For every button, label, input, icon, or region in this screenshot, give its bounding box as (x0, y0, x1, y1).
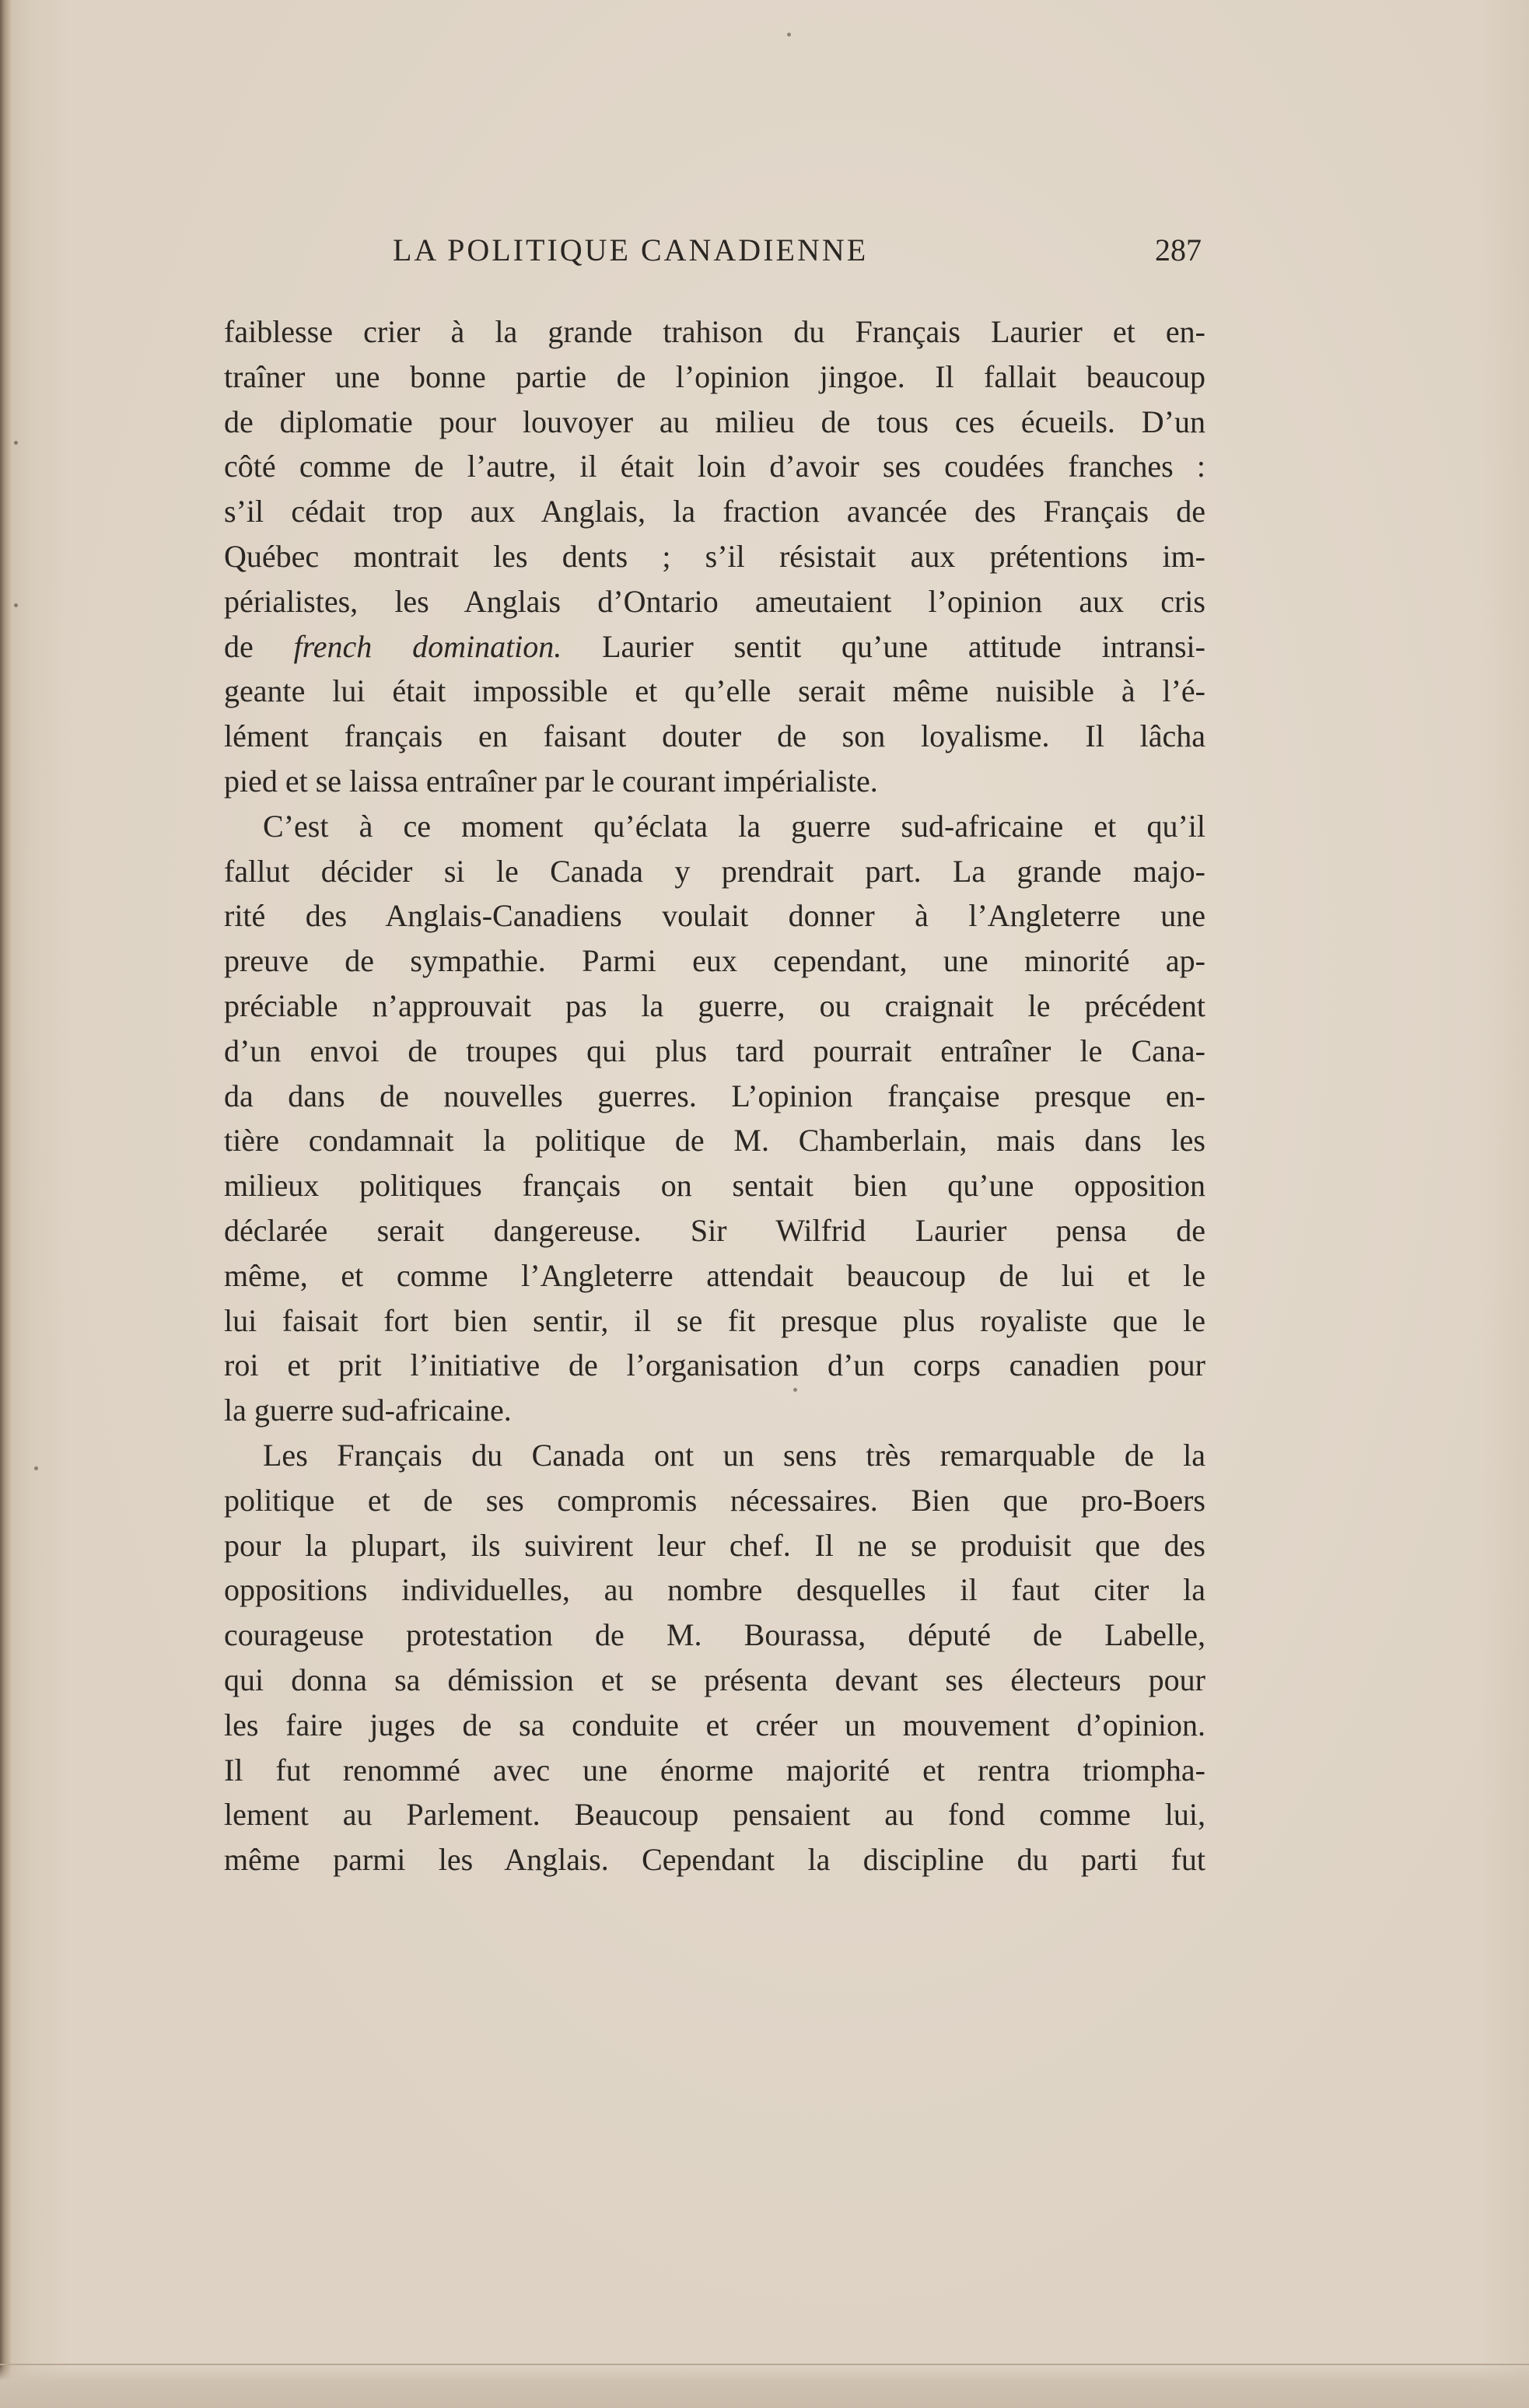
paragraph-1 (224, 309, 1205, 804)
text-line: tière condamnait la politique de M. Chamberlain, mais dans les (224, 1123, 1205, 1159)
text-line: faiblesse crier à la grande trahison du Français Laurier et en- (224, 314, 1205, 349)
paper-speck (793, 1388, 797, 1392)
text-line: périalistes, les Anglais d’Ontario ameutaient l’opinion aux cris (224, 583, 1205, 619)
text-line: de diplomatie pour louvoyer au milieu de tous ces écueils. D’un (224, 404, 1205, 439)
paragraph-2 (224, 804, 1205, 1433)
paragraph-3 (224, 1433, 1205, 1882)
text-line: lement au Parlement. Beaucoup pensaient au fond comme lui, (224, 1797, 1205, 1833)
paper-speck (787, 33, 791, 37)
body-text (224, 309, 1205, 1882)
text-line: s’il cédait trop aux Anglais, la fraction avancée des Français de (224, 494, 1205, 529)
text-line: oppositions individuelles, au nombre desquelles il faut citer la (224, 1572, 1205, 1608)
running-title: LA POLITIQUE CANADIENNE (393, 232, 869, 267)
text-line: preuve de sympathie. Parmi eux cependant, une minorité ap- (224, 943, 1205, 979)
text-line: politique et de ses compromis nécessaires. Bien que pro-Boers (224, 1482, 1205, 1518)
text-line: lément français en faisant douter de son loyalisme. Il lâcha (224, 718, 1205, 754)
text-line: qui donna sa démission et se présenta devant ses électeurs pour (224, 1662, 1205, 1697)
text-line: Les Français du Canada ont un sens très remarquable de la (263, 1437, 1205, 1473)
italic-phrase: french domination. (293, 628, 562, 664)
text-line: milieux politiques français on sentait bien qu’une opposition (224, 1168, 1205, 1204)
text-line: la guerre sud-africaine. (224, 1393, 512, 1428)
text-line: côté comme de l’autre, il était loin d’avoir ses coudées franches : (224, 449, 1205, 484)
text-line: Il fut renommé avec une énorme majorité et rentra triompha- (224, 1752, 1205, 1788)
text-line: lui faisait fort bien sentir, il se fit presque plus royaliste que le (224, 1302, 1205, 1338)
text-line: pied et se laissa entraîner par le courant impérialiste. (224, 763, 878, 799)
text-line: courageuse protestation de M. Bourassa, député de Labelle, (224, 1617, 1205, 1653)
running-head (393, 227, 1202, 274)
text-line: pour la plupart, ils suivirent leur chef. Il ne se produisit que des (224, 1527, 1205, 1563)
text-line: même, et comme l’Angleterre attendait beaucoup de lui et le (224, 1257, 1205, 1293)
binding-edge (0, 0, 11, 2406)
text-line: Québec montrait les dents ; s’il résistait aux prétentions im- (224, 538, 1205, 574)
text-line: les faire juges de sa conduite et créer un mouvement d’opinion. (224, 1707, 1205, 1742)
paper-speck (34, 1466, 38, 1470)
page-number: 287 (1155, 232, 1202, 267)
text-line: déclarée serait dangereuse. Sir Wilfrid Laurier pensa de (224, 1212, 1205, 1248)
text-line: préciable n’approuvait pas la guerre, ou craignait le précédent (224, 987, 1205, 1023)
text-line: même parmi les Anglais. Cependant la discipline du parti fut (224, 1842, 1205, 1878)
paper-speck (14, 603, 18, 607)
page-bottom-edge (0, 2364, 1529, 2408)
text-line: C’est à ce moment qu’éclata la guerre sud-africaine et qu’il (263, 808, 1205, 844)
text-line: da dans de nouvelles guerres. L’opinion française presque en- (224, 1078, 1205, 1113)
text-line: de french domination. Laurier sentit qu’une attitude intransi- (224, 628, 1205, 664)
paper-speck (14, 441, 18, 445)
text-line: geante lui était impossible et qu’elle serait même nuisible à l’é- (224, 673, 1205, 709)
text-line: roi et prit l’initiative de l’organisation d’un corps canadien pour (224, 1347, 1205, 1383)
text-line: d’un envoi de troupes qui plus tard pourrait entraîner le Cana- (224, 1033, 1205, 1068)
text-line: traîner une bonne partie de l’opinion jingoe. Il fallait beaucoup (224, 358, 1205, 394)
text-line: fallut décider si le Canada y prendrait part. La grande majo- (224, 853, 1205, 889)
text-line: rité des Anglais-Canadiens voulait donner à l’Angleterre une (224, 898, 1205, 934)
